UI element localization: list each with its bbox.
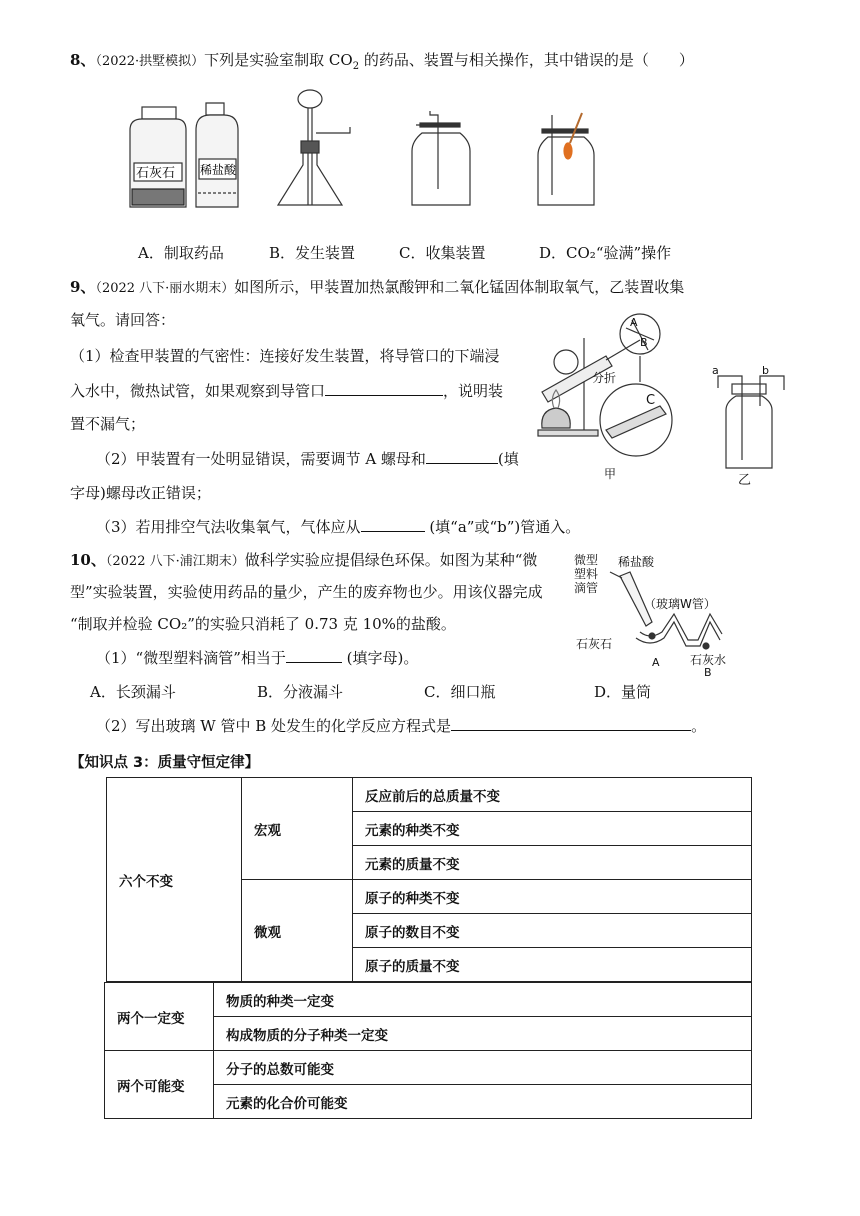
limestone-label: 石灰石 (136, 166, 176, 181)
must-change-item: 物质的种类一定变 (214, 983, 752, 1017)
q8-option-c[interactable]: C．收集装置 (399, 244, 486, 262)
q8-figures (120, 85, 600, 215)
q9-blank-2[interactable] (426, 449, 498, 464)
q9-number: 9、 (70, 278, 96, 296)
q8-text-2: 的药品、装置与相关操作，其中错误的是（ ） (359, 51, 694, 69)
q9-stem-line2: 氧气。请回答： (70, 311, 176, 329)
micro-item: 原子的种类不变 (353, 880, 752, 914)
micro-item: 原子的数目不变 (353, 914, 752, 948)
test-tube-icon (542, 340, 640, 402)
q10-label-limestone: 石灰石 (576, 637, 613, 651)
q8-number: 8、 (70, 51, 96, 69)
q8-options (138, 243, 671, 263)
q9-label-b-tube: b (762, 364, 769, 377)
macro-item: 元素的种类不变 (353, 812, 752, 846)
limestone-dot-icon (649, 633, 655, 639)
micro-title: 微观 (242, 880, 353, 982)
may-change-item: 分子的总数可能变 (214, 1051, 752, 1085)
acid-label: 稀盐酸 (200, 163, 237, 177)
six-invariants-title: 六个不变 (107, 778, 242, 982)
q9-label-b-screw: B (640, 336, 648, 349)
macro-item: 元素的质量不变 (353, 846, 752, 880)
q8-option-b[interactable]: B．发生装置 (269, 244, 356, 262)
q9-label-fenzhe: 分折 (592, 371, 617, 385)
q9-part3-text-2: (填“a”或“b”)管通入。 (424, 518, 581, 536)
q10-part1 (96, 648, 418, 668)
limestone-bottle-icon (130, 107, 186, 207)
gas-collection-bottle-icon (718, 376, 784, 468)
q8-stem (70, 50, 694, 77)
q10-figure (570, 552, 750, 679)
q8-option-d[interactable]: D．CO₂“验满”操作 (539, 244, 672, 262)
q9-part1-text-2: ，说明装 (443, 382, 504, 400)
q10-source: （2022 八下·浦江期末） (105, 554, 245, 569)
q10-part1-text: （1）“微型塑料滴管”相当于 (96, 649, 286, 667)
q10-part2 (96, 716, 706, 736)
q10-part2-text-2: 。 (691, 717, 707, 735)
q9-part1-line2 (70, 381, 503, 401)
q9-part1-text: 入水中，微热试管，如果观察到导管口 (70, 382, 326, 400)
q9-part2-text: （2）甲装置有一处明显错误，需要调节 A 螺母和 (96, 450, 426, 468)
q10-stem-line2: 型”实验装置，实验使用药品的量少，产生的废弃物也少。用该仪器完成 (70, 583, 543, 601)
q10-label-dropper-2: 塑料 (574, 567, 599, 581)
q10-option-b[interactable]: B．分液漏斗 (257, 683, 344, 701)
q10-label-a: A (652, 656, 660, 669)
q10-part1-text-2: (填字母)。 (341, 649, 419, 667)
generator-flask-icon (278, 90, 350, 205)
q10-part2-text: （2）写出玻璃 W 管中 B 处发生的化学反应方程式是 (96, 717, 452, 735)
six-invariants-table (106, 777, 752, 982)
q8-option-a[interactable]: A．制取药品 (138, 244, 224, 262)
q10-stem-line1 (70, 550, 537, 572)
q9-source: （2022 八下·丽水期末） (95, 281, 235, 296)
q9-part2-line2: 字母)螺母改正错误； (70, 484, 211, 502)
must-change-item: 构成物质的分子种类一定变 (214, 1017, 752, 1051)
q9-part3 (96, 517, 580, 537)
micro-item: 原子的质量不变 (353, 948, 752, 982)
acid-bottle-icon (196, 103, 238, 207)
q10-label-wtube: （玻璃W管） (644, 597, 716, 611)
q9-figure (528, 310, 798, 490)
q9-part1-line1: （1）检查甲装置的气密性：连接好发生装置，将导管口的下端浸 (70, 347, 500, 365)
q9-stem-line1 (70, 277, 684, 299)
q10-option-c[interactable]: C．细口瓶 (424, 683, 496, 701)
q10-stem-line3: “制取并检验 CO₂”的实验只消耗了 0.73 克 10%的盐酸。 (70, 615, 456, 633)
macro-title: 宏观 (242, 778, 353, 880)
q10-options (90, 682, 651, 702)
q8-text: 下列是实验室制取 CO (204, 51, 353, 69)
clamp-magnify-circle (554, 350, 578, 374)
q10-blank-2[interactable] (451, 716, 691, 731)
q9-label-yi: 乙 (738, 473, 752, 488)
q10-label-acid: 稀盐酸 (618, 555, 655, 569)
q10-option-a[interactable]: A．长颈漏斗 (90, 683, 176, 701)
q9-label-a-tube: a (712, 364, 719, 377)
q9-blank-3[interactable] (361, 517, 425, 532)
q10-number: 10、 (70, 551, 106, 569)
q10-blank-1[interactable] (286, 648, 342, 663)
macro-item: 反应前后的总质量不变 (353, 778, 752, 812)
q9-part2-line1 (96, 449, 519, 469)
q9-part3-text: （3）若用排空气法收集氧气，气体应从 (96, 518, 361, 536)
q8-text-sub: 2 (352, 61, 360, 72)
knowledge-heading: 【知识点 3：质量守恒定律】 (70, 755, 260, 771)
q9-label-a-screw: A (630, 316, 638, 329)
q10-label-dropper-1: 微型 (574, 553, 599, 567)
q9-label-c: C (646, 393, 656, 408)
q10-label-limewater: 石灰水 (690, 653, 727, 667)
two-must-change-table (104, 982, 752, 1051)
q9-line1: 如图所示，甲装置加热氯酸钾和二氧化锰固体制取氧气，乙装置收集 (234, 278, 685, 296)
q10-label-dropper-3: 滴管 (574, 581, 599, 595)
q9-part1-line3: 置不漏气； (70, 415, 146, 433)
q10-line1: 做科学实验应提倡绿色环保。如图为某种“微 (244, 551, 538, 569)
q10-option-d[interactable]: D．量筒 (594, 683, 652, 701)
collection-bottle-icon (412, 111, 470, 205)
limewater-dot-icon (703, 643, 709, 649)
q9-part2-text-2: (填 (497, 450, 519, 468)
two-must-change-title: 两个一定变 (105, 983, 214, 1051)
may-change-item: 元素的化合价可能变 (214, 1085, 752, 1119)
q9-label-jia: 甲 (604, 467, 617, 481)
q8-source: （2022·拱墅模拟） (95, 54, 205, 69)
full-check-bottle-icon (538, 113, 594, 205)
stand-base-icon (538, 430, 598, 436)
two-may-change-title: 两个可能变 (105, 1051, 214, 1119)
two-may-change-table (104, 1050, 752, 1119)
q9-blank-1[interactable] (325, 381, 443, 396)
q10-label-b: B (704, 666, 712, 679)
